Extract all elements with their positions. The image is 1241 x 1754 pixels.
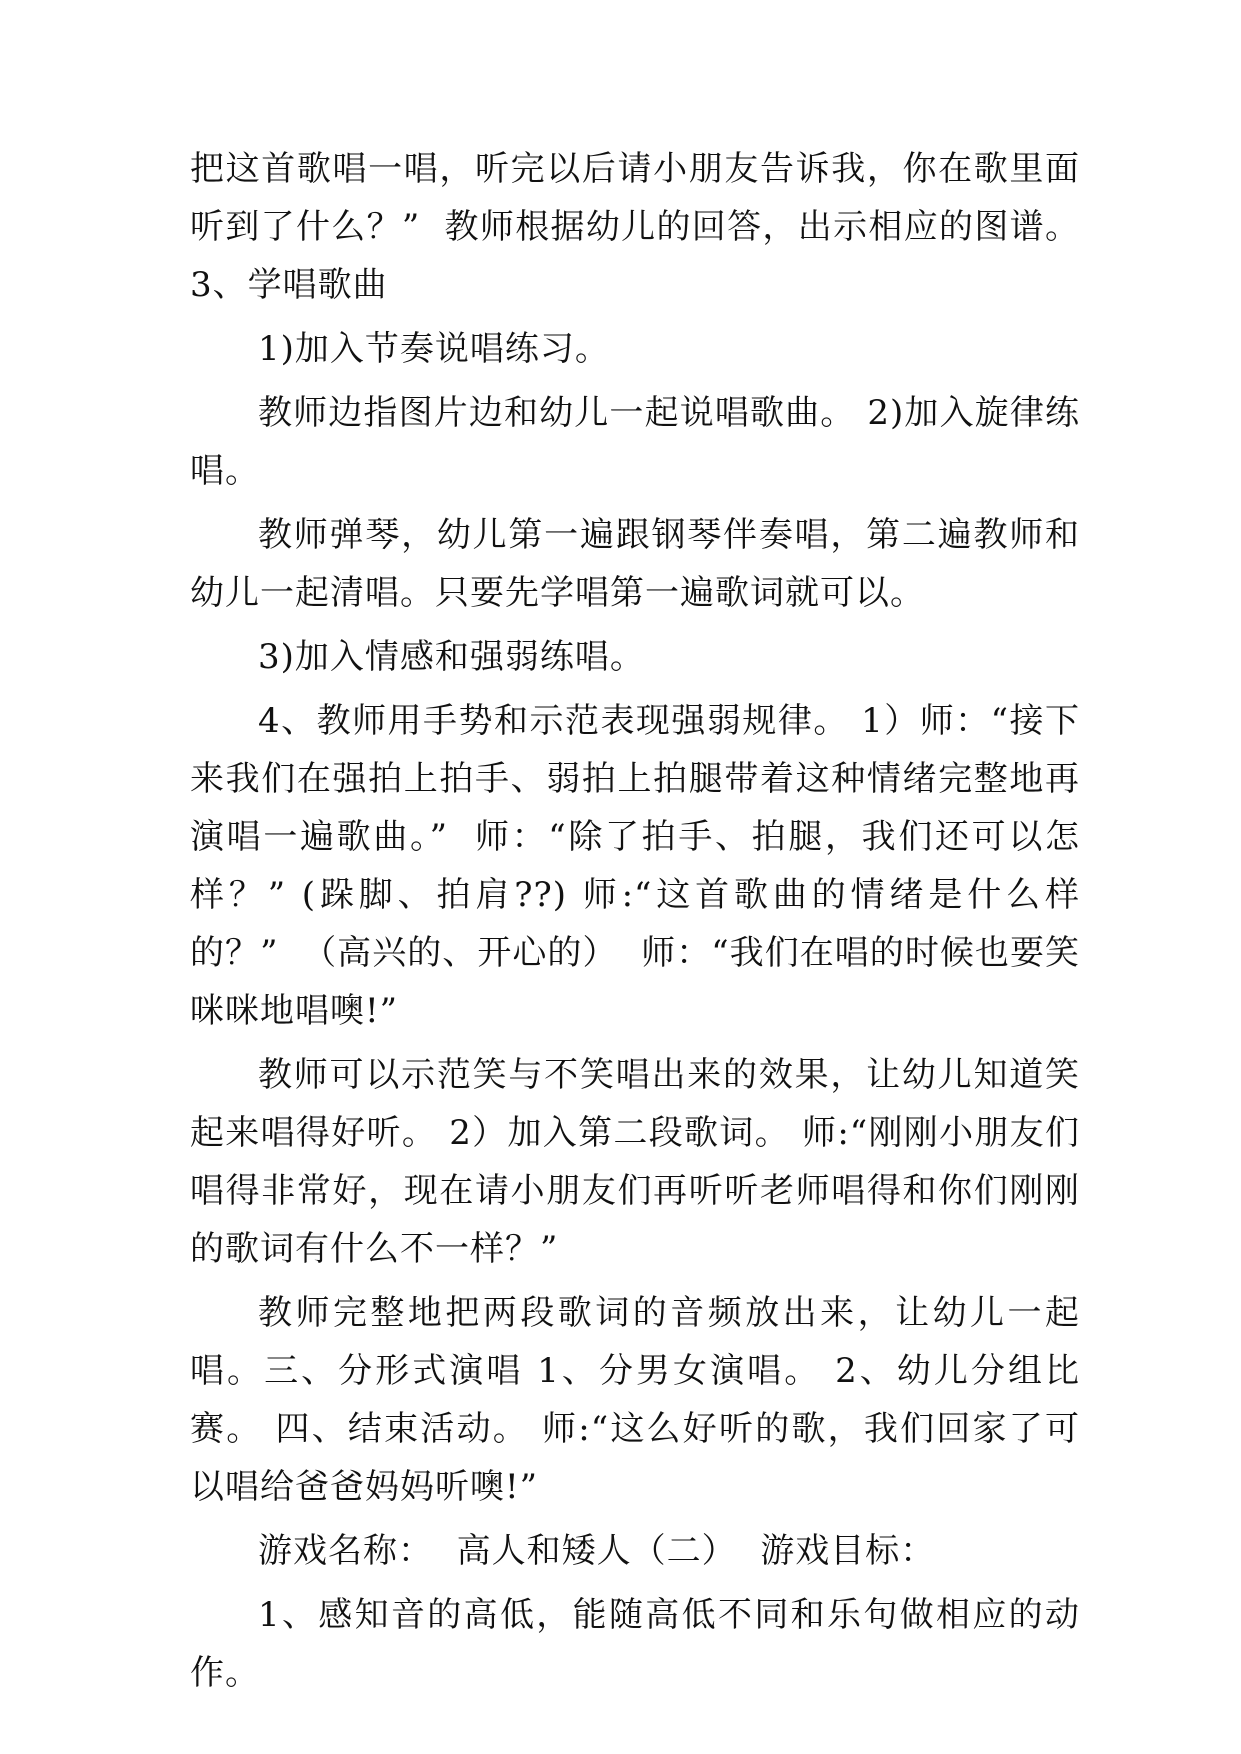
document-body: [190, 140, 1092, 1702]
paragraph-teacher-pointing: 教师边指图片边和幼儿一起说唱歌曲。 2)加入旋律练唱。: [190, 393, 1080, 491]
paragraph-smile-demo: 教师可以示范笑与不笑唱出来的效果，让幼儿知道笑起来唱得好听。 2）加入第二段歌词。 师:“刚刚小朋友们唱得非常好，现在请小朋友们再听听老师唱得和你们刚刚的歌词有什么不一样？”: [190, 1055, 1080, 1269]
paragraph-gestures: 4、教师用手势和示范表现强弱规律。 1）师：“接下来我们在强拍上拍手、弱拍上拍腿带着这种情绪完整地再演唱一遍歌曲。” 师：“除了拍手、拍腿，我们还可以怎样？” (跺脚、拍肩??) 师:“这首歌曲的情绪是什么样的？” （高兴的、开心的） 师：“我们在唱的时候也要笑咪咪地唱噢!”: [190, 701, 1080, 1031]
paragraph-emotion-practice: 3)加入情感和强弱练唱。: [258, 637, 645, 677]
paragraph-game-name: 游戏名称： 高人和矮人（二） 游戏目标：: [258, 1531, 936, 1571]
paragraph-piano: 教师弹琴，幼儿第一遍跟钢琴伴奏唱，第二遍教师和幼儿一起清唱。只要先学唱第一遍歌词就可以。: [190, 515, 1080, 613]
paragraph-audio-playback: 教师完整地把两段歌词的音频放出来，让幼儿一起唱。三、分形式演唱 1、分男女演唱。 2、幼儿分组比赛。 四、结束活动。 师:“这么好听的歌，我们回家了可以唱给爸爸妈妈听噢!”: [190, 1293, 1080, 1507]
paragraph-continuation: 把这首歌唱一唱，听完以后请小朋友告诉我，你在歌里面听到了什么？” 教师根据幼儿的回答，出示相应的图谱。 3、学唱歌曲: [190, 149, 1092, 305]
paragraph-rhythm-practice: 1)加入节奏说唱练习。: [258, 329, 610, 369]
paragraph-game-goal: 1、感知音的高低，能随高低不同和乐句做相应的动作。: [190, 1595, 1080, 1693]
